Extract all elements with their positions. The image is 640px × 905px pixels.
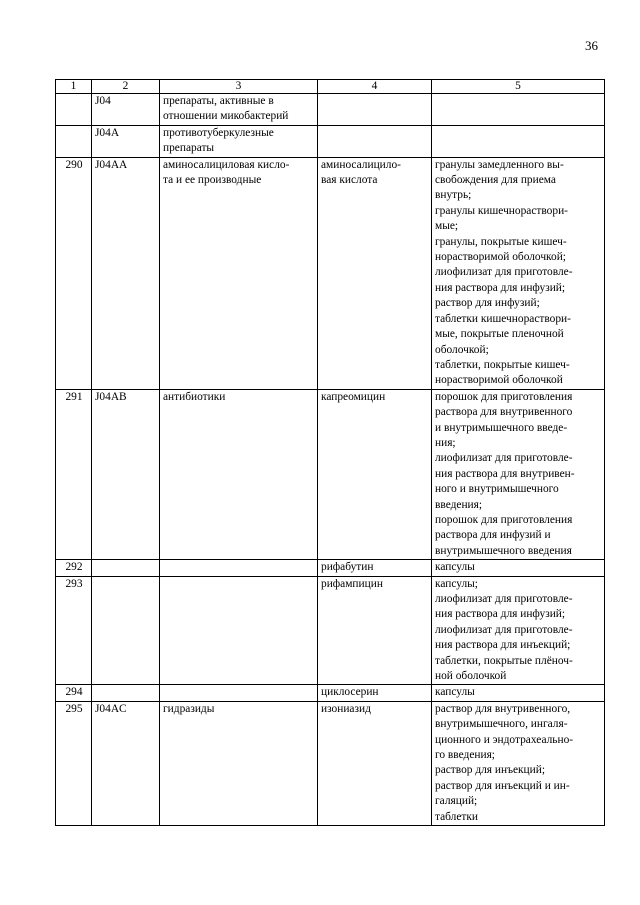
cell-line: аминосалициловая кисло- (163, 158, 290, 171)
drug-name-cell (318, 576, 432, 685)
cell-line: гранулы замедленного вы- (435, 158, 564, 171)
cell-line: ния раствора для инфузий; (435, 281, 566, 294)
drug-name-cell (318, 157, 432, 389)
cell-line: гранулы кишечнораствори- (435, 204, 568, 217)
group-name-cell (160, 389, 318, 559)
cell-line: гидразиды (163, 702, 215, 715)
table-row (56, 576, 605, 685)
row-number-cell (56, 125, 92, 157)
dosage-forms-cell (432, 576, 605, 685)
atc-code-cell: J04 (92, 94, 160, 126)
dosage-forms-cell (432, 560, 605, 576)
cell-line: антибиотики (163, 390, 226, 403)
cell-line: таблетки кишечнораствори- (435, 312, 571, 325)
cell-line: мые, покрытые пленочной (435, 328, 564, 341)
table-row (56, 94, 605, 126)
dosage-forms-cell (432, 389, 605, 559)
header-col-1: 1 (56, 80, 92, 94)
header-col-3: 3 (160, 80, 318, 94)
atc-code-cell (92, 685, 160, 701)
drug-name-cell (318, 685, 432, 701)
cell-line: таблетки, покрытые кишеч- (435, 358, 570, 371)
table-row (56, 685, 605, 701)
header-col-4: 4 (318, 80, 432, 94)
group-name-cell (160, 157, 318, 389)
cell-line: и внутримышечного введе- (435, 421, 568, 434)
cell-line: аминосалицило- (321, 158, 401, 171)
group-name-cell (160, 685, 318, 701)
drug-name-cell (318, 389, 432, 559)
row-number-cell (56, 94, 92, 126)
cell-line: лиофилизат для приготовле- (435, 593, 573, 605)
cell-line: свобождения для приема (435, 174, 556, 187)
cell-line: рифампицин (321, 577, 383, 590)
group-name-cell (160, 560, 318, 576)
cell-line: мые; (435, 220, 459, 233)
table-row (56, 125, 605, 157)
dosage-forms-cell (432, 157, 605, 389)
atc-code-cell: J04AC (92, 701, 160, 825)
cell-line: ния раствора для инфузий; (435, 608, 566, 621)
cell-line: норастворимой оболочкой; (435, 251, 566, 264)
group-name-cell (160, 94, 318, 126)
cell-line: раствор для инъекций; (435, 764, 546, 777)
dosage-forms-cell (432, 685, 605, 701)
cell-line: внутрь; (435, 189, 472, 202)
group-name-cell (160, 576, 318, 685)
cell-line: введения; (435, 498, 483, 511)
cell-line: го введения; (435, 749, 495, 762)
cell-line: таблетки (435, 810, 479, 823)
cell-line: оболочкой; (435, 343, 489, 356)
cell-line: гранулы, покрытые кишеч- (435, 235, 567, 248)
cell-line: отношении микобактерий (163, 110, 289, 123)
cell-line: галяций; (435, 795, 478, 808)
cell-line: рифабутин (321, 561, 374, 574)
drug-table (55, 79, 605, 826)
atc-code-cell (92, 560, 160, 576)
row-number-cell: 290 (56, 157, 92, 389)
cell-line: капсулы; (435, 577, 478, 590)
cell-line: норастворимой оболочкой (435, 374, 563, 387)
cell-line: вая кислота (321, 174, 378, 187)
header-col-2: 2 (92, 80, 160, 94)
cell-line: раствор для внутривенного, (435, 702, 571, 715)
table-row (56, 701, 605, 825)
cell-line: таблетки, покрытые плёноч- (435, 654, 573, 667)
row-number-cell: 291 (56, 389, 92, 559)
cell-line: изониазид (321, 702, 371, 715)
drug-name-cell (318, 701, 432, 825)
cell-line: препараты, активные в (163, 95, 274, 107)
cell-line: ния; (435, 436, 456, 449)
cell-line: внутримышечного, ингаля- (435, 718, 568, 731)
table-row (56, 560, 605, 576)
dosage-forms-cell (432, 125, 605, 157)
cell-line: раствор для инъекций и ин- (435, 779, 570, 792)
header-row (56, 80, 605, 94)
table-row (56, 389, 605, 559)
cell-line: раствора для внутривенного (435, 406, 573, 419)
cell-line: ционного и эндотрахеально- (435, 733, 574, 746)
table-body (56, 94, 605, 826)
page-number: 36 (585, 38, 598, 53)
dosage-forms-cell (432, 94, 605, 126)
cell-line: лиофилизат для приготовле- (435, 266, 573, 279)
cell-line: капреомицин (321, 390, 386, 403)
header-col-5: 5 (432, 80, 605, 94)
cell-line: ной оболочкой (435, 670, 507, 683)
cell-line: порошок для приготовления (435, 390, 573, 403)
row-number-cell: 295 (56, 701, 92, 825)
atc-code-cell: J04A (92, 125, 160, 157)
group-name-cell (160, 125, 318, 157)
cell-line: внутримышечного введения (435, 544, 572, 557)
cell-line: ния раствора для внутривен- (435, 467, 575, 480)
atc-code-cell: J04AA (92, 157, 160, 389)
cell-line: циклосерин (321, 686, 379, 699)
drug-name-cell (318, 560, 432, 576)
cell-line: капсулы (435, 686, 475, 699)
group-name-cell (160, 701, 318, 825)
dosage-forms-cell (432, 701, 605, 825)
cell-line: ного и внутримышечного (435, 483, 559, 496)
atc-code-cell (92, 576, 160, 685)
cell-line: лиофилизат для приготовле- (435, 623, 573, 636)
cell-line: раствор для инфузий; (435, 297, 540, 310)
cell-line: раствора для инфузий и (435, 529, 551, 542)
cell-line: порошок для приготовления (435, 513, 573, 526)
row-number-cell: 294 (56, 685, 92, 701)
cell-line: та и ее производные (163, 174, 262, 187)
cell-line: противотуберкулезные (163, 126, 274, 139)
cell-line: препараты (163, 142, 215, 155)
drug-name-cell (318, 125, 432, 157)
cell-line: капсулы (435, 561, 475, 574)
row-number-cell: 293 (56, 576, 92, 685)
row-number-cell: 292 (56, 560, 92, 576)
cell-line: лиофилизат для приготовле- (435, 452, 573, 465)
cell-line: ния раствора для инъекций; (435, 639, 571, 652)
atc-code-cell: J04AB (92, 389, 160, 559)
drug-name-cell (318, 94, 432, 126)
table-row (56, 157, 605, 389)
